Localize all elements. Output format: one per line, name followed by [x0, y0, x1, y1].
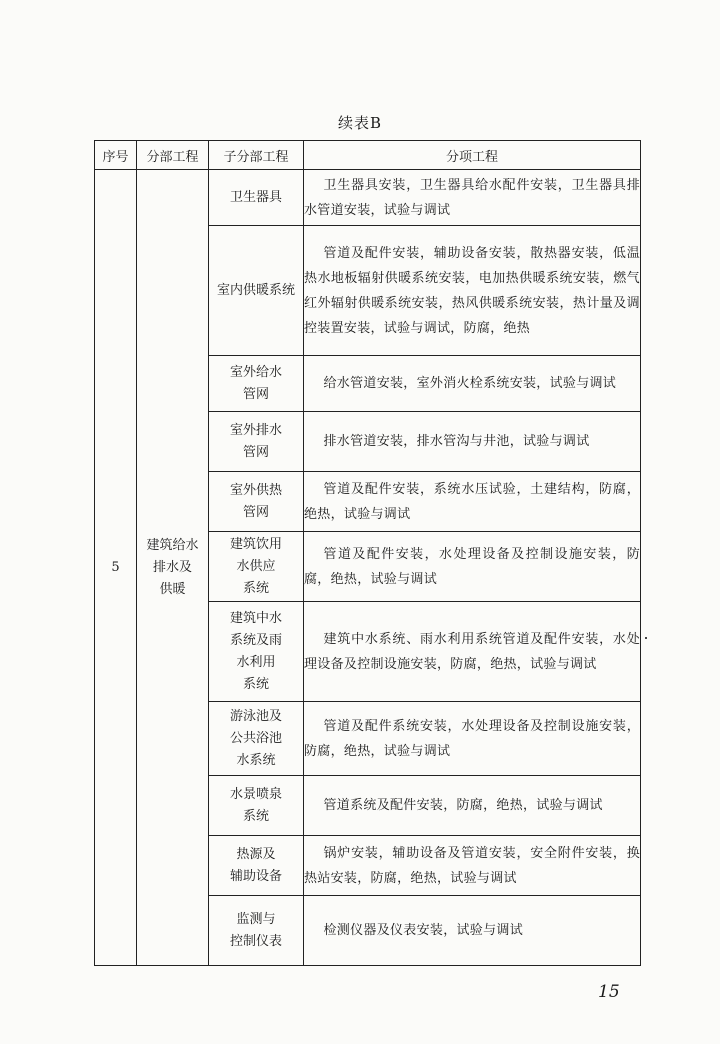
subdivision-line: 水利用: [236, 654, 276, 670]
header-index: 序号: [95, 141, 137, 170]
subdivision-cell: [209, 226, 304, 356]
subdivision-line: 监测与: [236, 911, 276, 927]
subdivision-line: 水供应: [236, 558, 276, 574]
division-line: 供暖: [159, 581, 186, 597]
subdivision-line: 管网: [242, 504, 269, 520]
items-cell: 检测仪器及仪表安装，试验与调试: [304, 896, 641, 966]
items-cell: 管道及配件安装，系统水压试验，土建结构，防腐，绝热，试验与调试: [304, 472, 641, 532]
subdivision-cell: [209, 532, 304, 602]
project-division-table: [94, 140, 641, 966]
subdivision-line: 系统: [242, 580, 269, 596]
index-cell: 5: [95, 170, 137, 966]
division-line: 排水及: [152, 559, 192, 575]
header-items: 分项工程: [304, 141, 641, 170]
subdivision-line: 系统: [242, 676, 269, 692]
subdivision-line: 室外给水: [229, 364, 282, 380]
subdivision-line: 室内供暖系统: [216, 282, 295, 298]
items-cell: 管道系统及配件安装，防腐，绝热，试验与调试: [304, 776, 641, 836]
subdivision-cell: [209, 602, 304, 702]
header-subdivision: 子分部工程: [209, 141, 304, 170]
subdivision-line: 控制仪表: [229, 933, 282, 949]
subdivision-line: 水系统: [236, 752, 276, 768]
subdivision-cell: [209, 836, 304, 896]
table-header-row: [95, 141, 641, 170]
items-cell: 卫生器具安装，卫生器具给水配件安装，卫生器具排水管道安装，试验与调试: [304, 170, 641, 226]
subdivision-cell: [209, 356, 304, 412]
subdivision-line: 建筑饮用: [229, 536, 282, 552]
items-cell: 管道及配件系统安装，水处理设备及控制设施安装，防腐，绝热，试验与调试: [304, 702, 641, 776]
table-caption: 续表B: [337, 114, 383, 132]
table-body: [95, 170, 641, 966]
items-cell: 管道及配件安装，水处理设备及控制设施安装，防腐，绝热，试验与调试: [304, 532, 641, 602]
subdivision-cell: [209, 702, 304, 776]
subdivision-cell: [209, 170, 304, 226]
table-row: [95, 170, 641, 226]
subdivision-line: 水景喷泉: [229, 786, 282, 802]
division-cell: [137, 170, 209, 966]
subdivision-cell: [209, 896, 304, 966]
subdivision-cell: [209, 776, 304, 836]
subdivision-line: 系统及雨: [229, 632, 282, 648]
division-line: 建筑给水: [146, 537, 199, 553]
items-cell: 管道及配件安装，辅助设备安装，散热器安装，低温热水地板辐射供暖系统安装，电加热供暖系统安装，燃气红外辐射供暖系统安装，热风供暖系统安装，热计量及调控装置安装，试验与调试，防腐，绝热: [304, 226, 641, 356]
subdivision-cell: [209, 472, 304, 532]
items-cell: 锅炉安装，辅助设备及管道安装，安全附件安装，换热站安装，防腐，绝热，试验与调试: [304, 836, 641, 896]
scan-speck: [645, 637, 647, 639]
subdivision-line: 管网: [242, 386, 269, 402]
items-cell: 给水管道安装，室外消火栓系统安装，试验与调试: [304, 356, 641, 412]
subdivision-line: 系统: [242, 808, 269, 824]
subdivision-cell: [209, 412, 304, 472]
subdivision-line: 游泳池及: [229, 708, 282, 724]
subdivision-line: 热源及: [236, 846, 276, 862]
items-cell: 建筑中水系统、雨水利用系统管道及配件安装，水处理设备及控制设施安装，防腐，绝热，试验与调试: [304, 602, 641, 702]
subdivision-line: 管网: [242, 444, 269, 460]
subdivision-line: 室外排水: [229, 422, 282, 438]
items-cell: 排水管道安装，排水管沟与井池，试验与调试: [304, 412, 641, 472]
subdivision-line: 室外供热: [229, 482, 282, 498]
subdivision-line: 公共浴池: [229, 730, 282, 746]
subdivision-line: 建筑中水: [229, 610, 282, 626]
header-division: 分部工程: [137, 141, 209, 170]
subdivision-line: 卫生器具: [229, 189, 282, 205]
page-number: 15: [598, 982, 620, 1002]
subdivision-line: 辅助设备: [229, 868, 282, 884]
